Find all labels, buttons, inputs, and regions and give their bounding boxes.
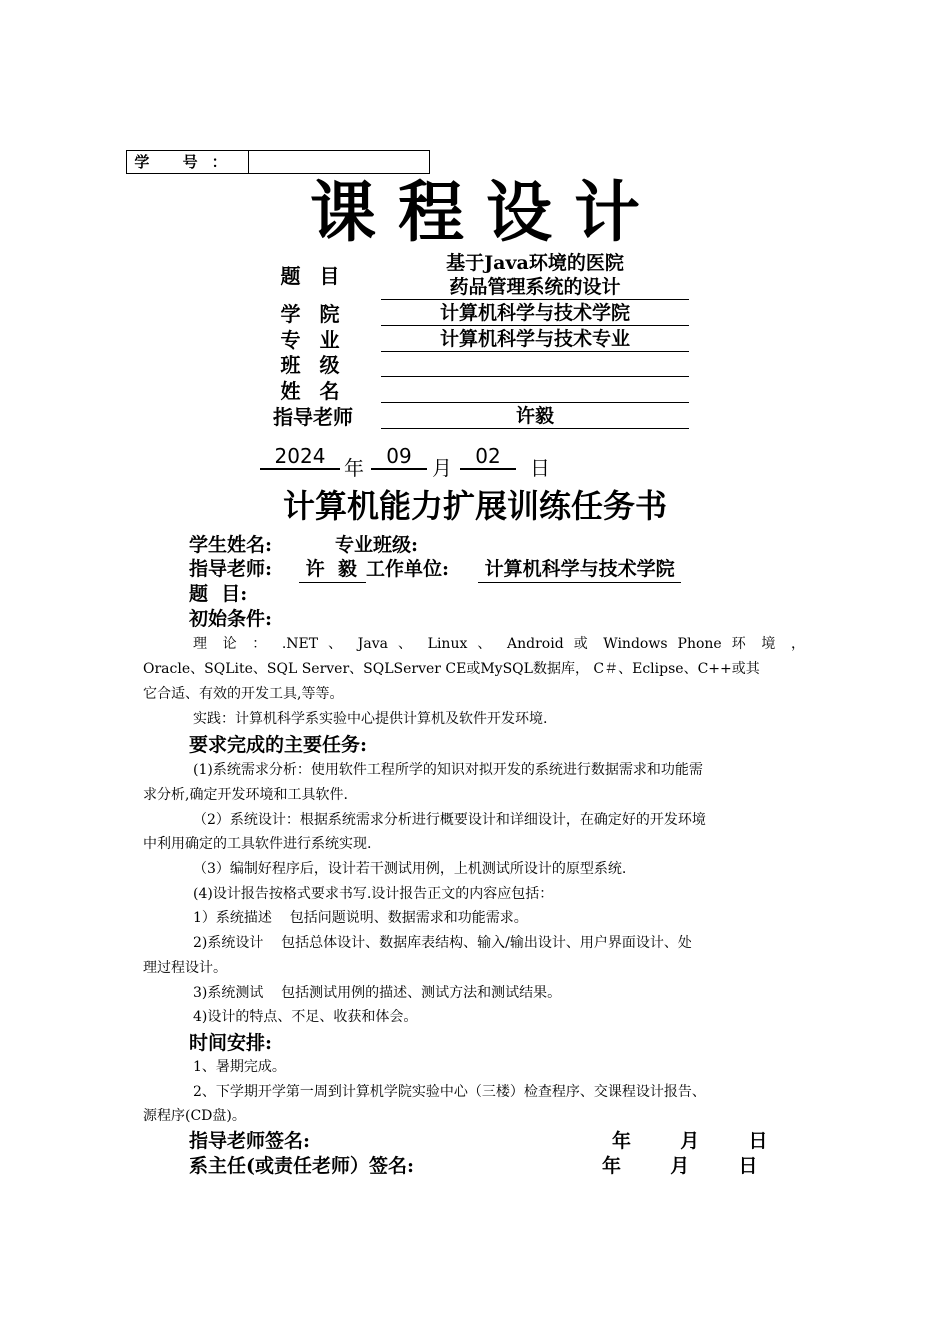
date-year-char: 年 <box>344 456 364 480</box>
practice-text: 实践：计算机科学系实验中心提供计算机及软件开发环境. <box>193 711 548 727</box>
advisor-label: 指导老师 <box>273 405 353 429</box>
advisor-signature-label: 指导老师签名: <box>189 1130 311 1152</box>
date-day-char: 日 <box>530 456 550 480</box>
task2-line-2: 中利用确定的工具软件进行系统实现. <box>143 836 372 852</box>
student-id-value <box>249 151 429 173</box>
class-value <box>381 352 689 377</box>
class-label: 班 级 <box>280 353 346 377</box>
work-unit-value: 计算机科学与技术学院 <box>478 556 681 583</box>
name-value <box>381 378 689 403</box>
topic-label: 题 目 <box>280 264 346 288</box>
director-signature-date: 年 月 日 <box>602 1155 758 1177</box>
cover-title: 课程设计 <box>310 173 662 251</box>
date-month: 09 <box>371 444 427 470</box>
class-field-label: 专业班级: <box>335 534 419 556</box>
director-signature-label: 系主任(或责任老师）签名: <box>189 1155 415 1177</box>
theory-line-2: Oracle、SQLite、SQL Server、SQLServer CE或MySQL数据库， C＃、Eclipse、C++或其 <box>143 661 760 677</box>
student-id-box <box>126 150 430 174</box>
college-label: 学 院 <box>280 302 346 326</box>
task2-line-1: （2）系统设计：根据系统需求分析进行概要设计和详细设计，在确定好的开发环境 <box>193 812 706 828</box>
date-month-char: 月 <box>432 456 452 480</box>
task4-text: (4)设计报告按格式要求书写.设计报告正文的内容应包括： <box>193 886 554 902</box>
college-value: 计算机科学与技术学院 <box>381 301 689 326</box>
major-label: 专 业 <box>280 328 346 352</box>
topic-line-2: 药品管理系统的设计 <box>381 275 689 300</box>
task-heading: 计算机能力扩展训练任务书 <box>282 487 667 525</box>
topic-line-1: 基于Java环境的医院 <box>446 252 624 274</box>
task-advisor-label: 指导老师: <box>189 558 273 580</box>
student-name-label: 学生姓名: <box>189 534 273 556</box>
date-year: 2024 <box>260 444 340 470</box>
name-label: 姓 名 <box>280 379 346 403</box>
theory-line-3: 它合适、有效的开发工具,等等。 <box>143 686 344 702</box>
subtask2-line-1: 2)系统设计 包括总体设计、数据库表结构、输入/输出设计、用户界面设计、处 <box>193 935 692 951</box>
task1-line-2: 求分析,确定开发环境和工具软件. <box>143 787 348 803</box>
advisor-signature-date: 年 月 日 <box>612 1130 768 1152</box>
subtask1-text: 1）系统描述 包括问题说明、数据需求和功能需求。 <box>193 910 528 926</box>
schedule-item-2-line-2: 源程序(CD盘)。 <box>143 1108 246 1124</box>
task1-line-1: (1)系统需求分析：使用软件工程所学的知识对拟开发的系统进行数据需求和功能需 <box>193 762 703 778</box>
task-topic-label: 题 目: <box>189 583 248 605</box>
student-id-label: 学 号： <box>127 151 249 173</box>
work-unit-label: 工作单位: <box>366 558 450 580</box>
task3-text: （3）编制好程序后，设计若干测试用例，上机测试所设计的原型系统. <box>193 861 627 877</box>
theory-line-1: 理 论 ： .NET 、 Java 、 Linux 、 Android 或 Windows Phone 环 境 ， <box>193 636 805 652</box>
schedule-item-2-line-1: 2、下学期开学第一周到计算机学院实验中心（三楼）检查程序、交课程设计报告、 <box>193 1084 706 1100</box>
subtask3-text: 3)系统测试 包括测试用例的描述、测试方法和测试结果。 <box>193 985 562 1001</box>
subtask2-line-2: 理过程设计。 <box>143 960 227 976</box>
advisor-value: 许毅 <box>381 404 689 429</box>
date-day: 02 <box>460 444 516 470</box>
schedule-label: 时间安排: <box>189 1032 273 1054</box>
initial-conditions-label: 初始条件: <box>189 608 273 630</box>
schedule-item-1: 1、暑期完成。 <box>193 1059 286 1075</box>
main-tasks-label: 要求完成的主要任务: <box>189 734 368 756</box>
task-advisor-value: 许 毅 <box>299 556 366 583</box>
subtask4-text: 4)设计的特点、不足、收获和体会。 <box>193 1009 418 1025</box>
major-value: 计算机科学与技术专业 <box>381 327 689 352</box>
